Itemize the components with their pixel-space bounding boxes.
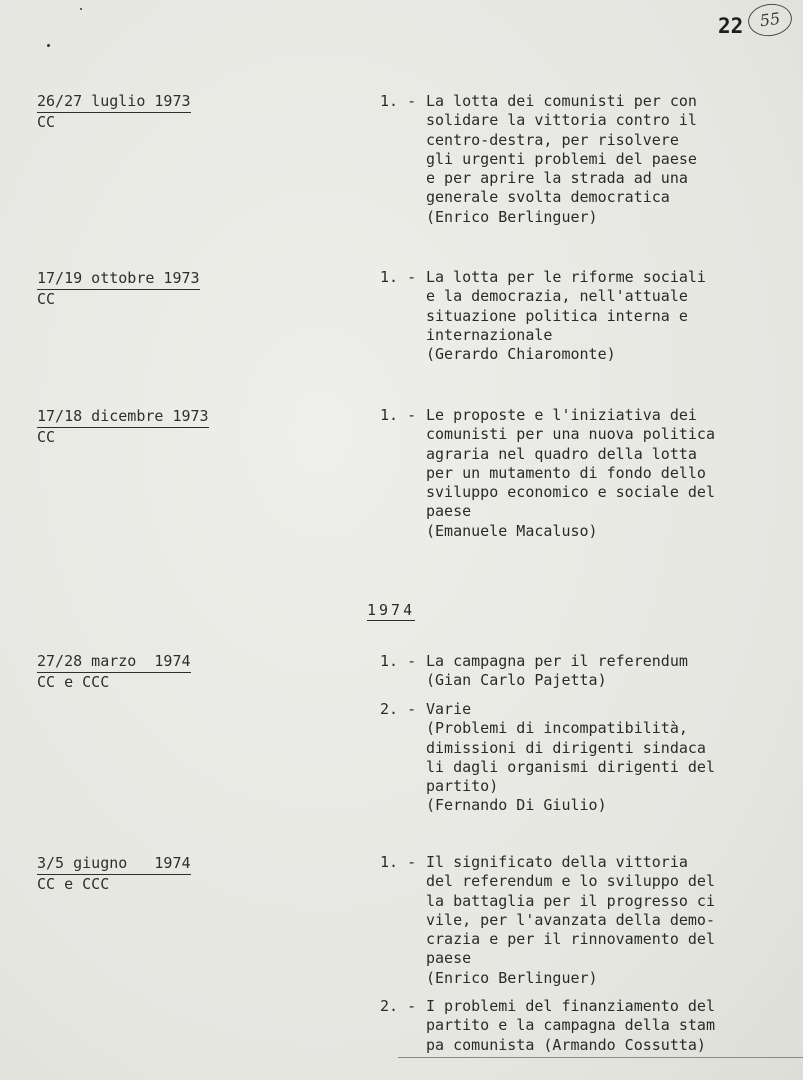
meeting-date: 26/27 luglio 1973 — [37, 92, 191, 113]
item-line: la battaglia per il progresso ci — [426, 891, 715, 910]
bottom-rule — [398, 1057, 803, 1058]
page-stamp: 55 — [746, 1, 794, 39]
item-line: vile, per l'avanzata della demo- — [426, 910, 715, 929]
item-text — [426, 997, 766, 1055]
item-line: sviluppo economico e sociale del — [426, 483, 715, 502]
meeting-date: 17/19 ottobre 1973 — [37, 269, 200, 290]
item-line: Le proposte e l'iniziativa dei — [426, 406, 697, 424]
item-line: crazia e per il rinnovamento del — [426, 930, 715, 949]
item-speaker: (Enrico Berlinguer) — [426, 968, 598, 987]
item-speaker: (Enrico Berlinguer) — [426, 207, 598, 226]
item-text — [426, 652, 766, 691]
ink-speck — [80, 8, 82, 10]
item-line: li dagli organismi dirigenti del — [426, 757, 715, 776]
meeting-organ: CC e CCC — [37, 673, 110, 691]
item-line: paese — [426, 949, 472, 968]
item-text — [426, 700, 766, 816]
item-text — [426, 268, 766, 364]
ink-speck — [47, 44, 50, 47]
item-speaker: (Emanuele Macaluso) — [426, 521, 598, 540]
item-speaker: (Gian Carlo Pajetta) — [426, 671, 607, 690]
item-text — [426, 406, 766, 541]
item-line: gli urgenti problemi del paese — [426, 149, 697, 168]
entry-date-block — [37, 407, 209, 447]
meeting-date: 3/5 giugno 1974 — [37, 854, 191, 875]
item-line: La lotta dei comunisti per con — [426, 92, 697, 110]
item-speaker: (Fernando Di Giulio) — [426, 796, 607, 815]
item-line: Varie — [426, 700, 472, 718]
item-text — [426, 92, 766, 227]
item-text — [426, 853, 766, 988]
entry-date-block — [37, 652, 191, 692]
item-line: dimissioni di dirigenti sindaca — [426, 738, 706, 757]
meeting-date: 17/18 dicembre 1973 — [37, 407, 209, 428]
entry-date-block — [37, 92, 191, 132]
item-line: La lotta per le riforme sociali — [426, 268, 706, 286]
item-number: 1. - — [380, 406, 417, 424]
item-line: solidare la vittoria contro il — [426, 111, 697, 130]
meeting-organ: CC — [37, 290, 56, 308]
item-line: (Problemi di incompatibilità, — [426, 719, 688, 738]
item-number: 1. - — [380, 853, 417, 871]
item-line: I problemi del finanziamento del — [426, 997, 715, 1015]
item-number: 2. - — [380, 700, 417, 718]
year-heading: 1974 — [367, 601, 416, 619]
item-line: e per aprire la strada ad una — [426, 169, 688, 188]
item-line: La campagna per il referendum — [426, 652, 688, 670]
meeting-organ: CC — [37, 113, 56, 131]
item-line: Il significato della vittoria — [426, 853, 688, 871]
item-line: pa comunista (Armando Cossutta) — [426, 1035, 706, 1054]
item-line: e la democrazia, nell'attuale — [426, 287, 688, 306]
meeting-organ: CC — [37, 428, 56, 446]
item-line: comunisti per una nuova politica — [426, 425, 715, 444]
item-line: paese — [426, 502, 472, 521]
item-line: agraria nel quadro della lotta — [426, 444, 697, 463]
item-line: internazionale — [426, 325, 553, 344]
item-number: 2. - — [380, 997, 417, 1015]
item-number: 1. - — [380, 268, 417, 286]
item-line: del referendum e lo sviluppo del — [426, 872, 715, 891]
item-line: partito e la campagna della stam — [426, 1016, 715, 1035]
item-line: situazione politica interna e — [426, 306, 688, 325]
item-number: 1. - — [380, 652, 417, 670]
item-speaker: (Gerardo Chiaromonte) — [426, 345, 616, 364]
entry-date-block — [37, 854, 191, 894]
item-line: partito) — [426, 777, 499, 796]
item-line: centro-destra, per risolvere — [426, 130, 679, 149]
item-number: 1. - — [380, 92, 417, 110]
page-number: 22 — [718, 14, 744, 38]
meeting-date: 27/28 marzo 1974 — [37, 652, 191, 673]
item-line: per un mutamento di fondo dello — [426, 463, 706, 482]
entry-date-block — [37, 269, 200, 309]
item-line: generale svolta democratica — [426, 188, 670, 207]
meeting-organ: CC e CCC — [37, 875, 110, 893]
